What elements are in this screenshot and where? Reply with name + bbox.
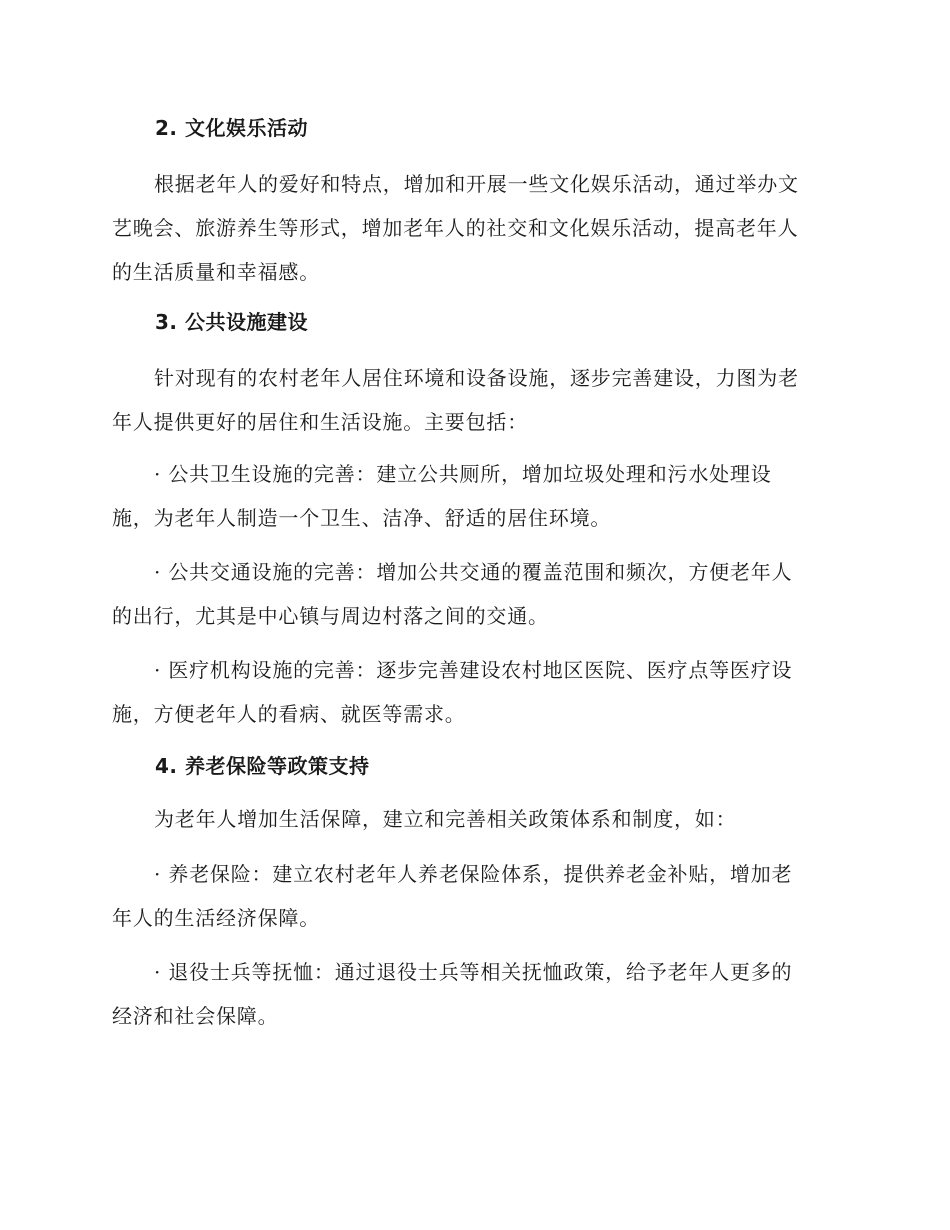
paragraph-line: · 退役士兵等抚恤：通过退役士兵等相关抚恤政策，给予老年人更多的 <box>154 960 793 984</box>
paragraph-line: 施，方便老年人的看病、就医等需求。 <box>112 702 466 726</box>
paragraph-line: 施，为老年人制造一个卫生、洁净、舒适的居住环境。 <box>112 506 612 530</box>
bullet-paragraph <box>112 452 842 540</box>
paragraph-line: · 公共交通设施的完善：增加公共交通的覆盖范围和频次，方便老年人 <box>154 560 793 584</box>
paragraph-line: 的出行，尤其是中心镇与周边村落之间的交通。 <box>112 604 549 628</box>
paragraph-line: 年人的生活经济保障。 <box>112 906 320 930</box>
paragraph-line: 年人提供更好的居住和生活设施。主要包括： <box>112 410 528 434</box>
section-heading: 2. 文化娱乐活动 <box>155 116 308 140</box>
bullet-paragraph <box>112 852 842 940</box>
section-heading: 3. 公共设施建设 <box>155 310 308 334</box>
paragraph-line: · 公共卫生设施的完善：建立公共厕所，增加垃圾处理和污水处理设 <box>154 462 772 486</box>
paragraph-line: 的生活质量和幸福感。 <box>112 260 320 284</box>
paragraph <box>112 356 842 444</box>
bullet-paragraph <box>112 550 842 638</box>
paragraph-line: 为老年人增加生活保障，建立和完善相关政策体系和制度，如： <box>154 807 737 831</box>
section-heading: 4. 养老保险等政策支持 <box>155 754 370 778</box>
paragraph-line: · 养老保险：建立农村老年人养老保险体系，提供养老金补贴，增加老 <box>154 862 793 886</box>
paragraph <box>112 797 842 841</box>
paragraph <box>112 162 842 294</box>
paragraph-line: · 医疗机构设施的完善：逐步完善建设农村地区医院、医疗点等医疗设 <box>154 658 793 682</box>
bullet-paragraph <box>112 648 842 736</box>
bullet-paragraph <box>112 950 842 1038</box>
paragraph-line: 经济和社会保障。 <box>112 1004 279 1028</box>
paragraph-line: 艺晚会、旅游养生等形式，增加老年人的社交和文化娱乐活动，提高老年人 <box>112 216 799 240</box>
paragraph-line: 针对现有的农村老年人居住环境和设备设施，逐步完善建设，力图为老 <box>154 366 799 390</box>
paragraph-line: 根据老年人的爱好和特点，增加和开展一些文化娱乐活动，通过举办文 <box>154 172 799 196</box>
